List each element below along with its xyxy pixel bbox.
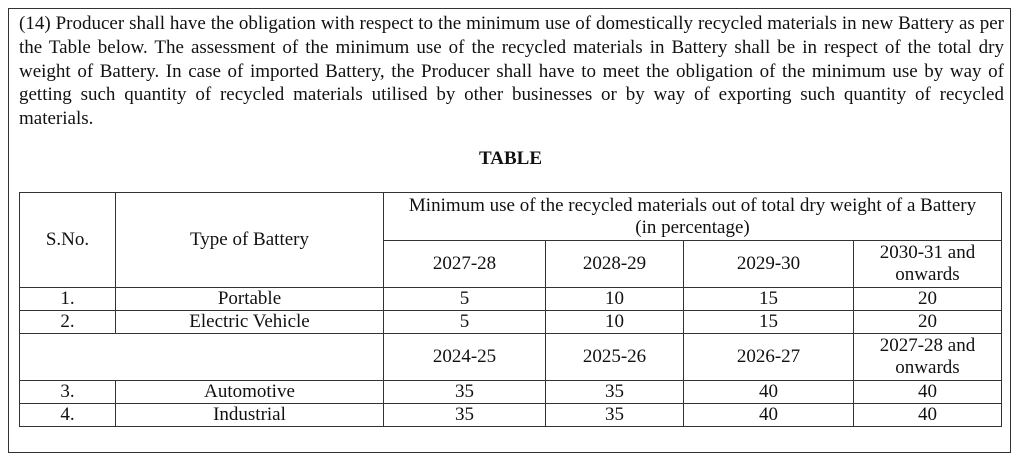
group-header xyxy=(384,193,1002,241)
value-cell: 20 xyxy=(854,311,1002,334)
table-row xyxy=(20,311,1002,334)
sno-cell: 4. xyxy=(20,404,116,427)
year-header: 2025-26 xyxy=(546,334,684,381)
type-header: Type of Battery xyxy=(116,193,384,288)
group-header-line2: (in percentage) xyxy=(635,216,750,238)
value-cell: 40 xyxy=(854,381,1002,404)
sno-cell: 1. xyxy=(20,288,116,311)
year-header: 2030-31 and onwards xyxy=(854,241,1002,288)
value-cell: 15 xyxy=(684,311,854,334)
table-row xyxy=(20,288,1002,311)
obligation-paragraph: (14) Producer shall have the obligation with respect to the minimum use of domestically recycled materials in new Battery as per the Table below. The assessment of the minimum use of the recycled materials in Battery shall be in respect of the total dry weight of Battery. In case of imported Battery, the Producer shall have to meet the obligation of the minimum use by way of getting such quantity of recycled materials utilised by other businesses or by way of exporting such quantity of recycled materials. xyxy=(19,13,1004,130)
value-cell: 35 xyxy=(384,381,546,404)
recycled-materials-table xyxy=(19,192,1002,427)
year-header: 2027-28 and onwards xyxy=(854,334,1002,381)
years-row-b xyxy=(20,334,1002,381)
type-cell: Portable xyxy=(116,288,384,311)
value-cell: 35 xyxy=(546,381,684,404)
sno-cell: 2. xyxy=(20,311,116,334)
value-cell: 40 xyxy=(684,381,854,404)
type-cell: Automotive xyxy=(116,381,384,404)
document-frame xyxy=(8,8,1011,453)
year-header: 2028-29 xyxy=(546,241,684,288)
year-header: 2026-27 xyxy=(684,334,854,381)
empty-cell xyxy=(20,334,384,381)
value-cell: 15 xyxy=(684,288,854,311)
value-cell: 5 xyxy=(384,311,546,334)
year-header: 2024-25 xyxy=(384,334,546,381)
type-cell: Electric Vehicle xyxy=(116,311,384,334)
value-cell: 10 xyxy=(546,311,684,334)
sno-cell: 3. xyxy=(20,381,116,404)
table-title: TABLE xyxy=(478,148,542,169)
table-row xyxy=(20,381,1002,404)
value-cell: 20 xyxy=(854,288,1002,311)
value-cell: 35 xyxy=(384,404,546,427)
sno-header: S.No. xyxy=(20,193,116,288)
value-cell: 10 xyxy=(546,288,684,311)
value-cell: 40 xyxy=(684,404,854,427)
year-header: 2029-30 xyxy=(684,241,854,288)
table-row xyxy=(20,404,1002,427)
type-cell: Industrial xyxy=(116,404,384,427)
value-cell: 40 xyxy=(854,404,1002,427)
header-row xyxy=(20,193,1002,241)
value-cell: 35 xyxy=(546,404,684,427)
group-header-line1: Minimum use of the recycled materials out of total dry weight of a Battery xyxy=(408,194,977,216)
value-cell: 5 xyxy=(384,288,546,311)
year-header: 2027-28 xyxy=(384,241,546,288)
